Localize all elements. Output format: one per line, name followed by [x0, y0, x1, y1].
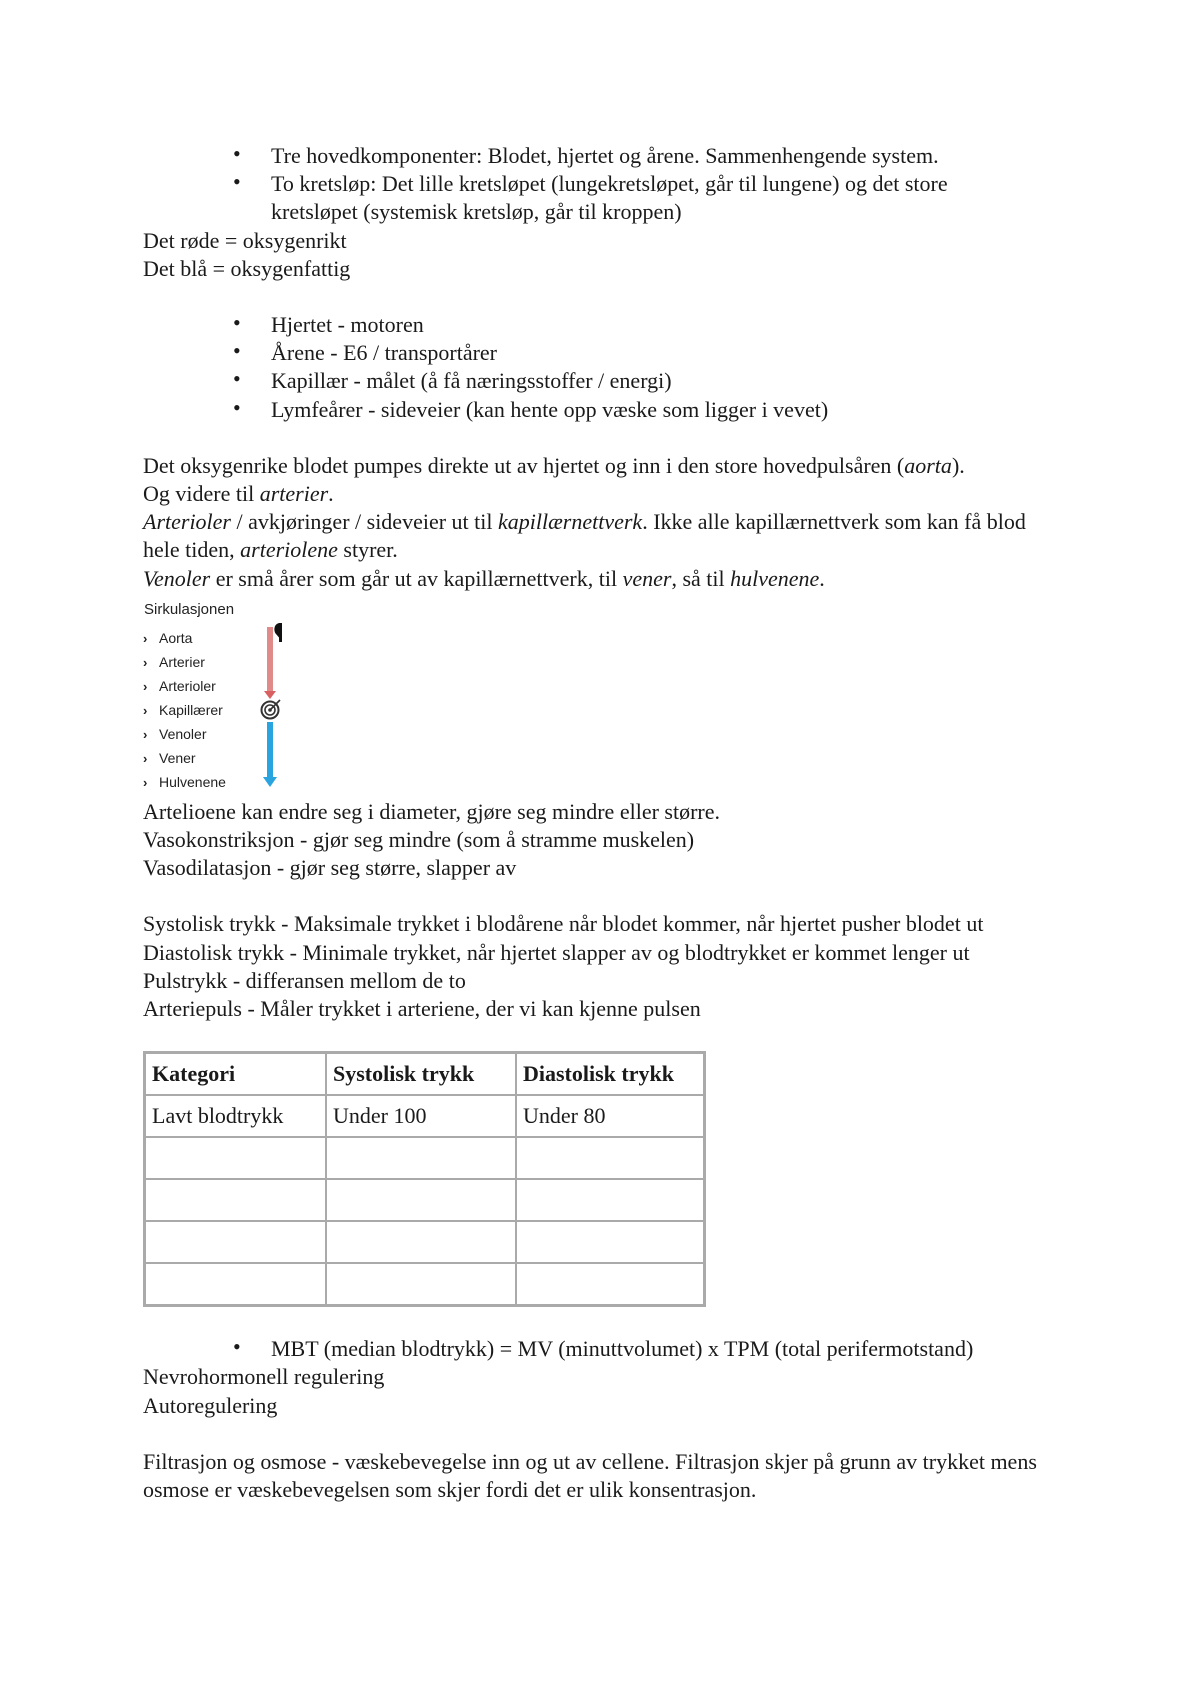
chevron-right-icon: › — [143, 750, 148, 766]
target-icon — [262, 700, 281, 719]
blue-oxygen-line: Det blå = oksygenfattig — [143, 255, 351, 281]
sirkulasjon-title: Sirkulasjonen — [144, 600, 235, 618]
table-cell — [326, 1221, 516, 1263]
text-run: , så til — [671, 565, 731, 591]
text-run: . Ikke alle kapillærnettverk som kan få blod hele tiden, — [143, 509, 1026, 563]
document-page — [143, 142, 1063, 1504]
blood-pressure-table — [143, 1051, 706, 1307]
table-header: Systolisk trykk — [326, 1053, 516, 1096]
sirk-item-label: Aorta — [159, 629, 193, 646]
table-row — [145, 1263, 705, 1306]
sirk-item-label: Kapillærer — [159, 701, 223, 718]
table-cell — [145, 1263, 327, 1306]
table-cell — [326, 1263, 516, 1306]
chevron-right-icon: › — [143, 630, 148, 646]
text-run: . — [328, 481, 334, 507]
table-row — [145, 1179, 705, 1221]
table-cell — [326, 1137, 516, 1179]
paragraph-venoler — [143, 565, 1063, 593]
nevrohormonell-line: Nevrohormonell regulering — [143, 1364, 385, 1390]
sirkulasjon-diagram — [143, 601, 303, 793]
sirk-item-label: Hulvenene — [159, 773, 226, 790]
text-run-italic: vener — [622, 565, 672, 591]
table-cell — [516, 1137, 705, 1179]
bullet-list-mbt — [143, 1335, 1063, 1363]
vasokonstriksjon-line: Vasokonstriksjon - gjør seg mindre (som å stramme muskelen) — [143, 827, 695, 853]
text-run-italic: hulvenene — [730, 565, 820, 591]
text-run: Og videre til — [143, 481, 260, 507]
table-row — [145, 1137, 705, 1179]
red-oxygen-line: Det røde = oksygenrikt — [143, 227, 347, 253]
bullet-list-components — [143, 142, 1063, 227]
table-cell — [145, 1179, 327, 1221]
list-item: • Lymfeårer - sideveier (kan hente opp væske som ligger i vevet) — [143, 396, 1063, 424]
chevron-right-icon: › — [143, 726, 148, 742]
list-item: • Tre hovedkomponenter: Blodet, hjertet og årene. Sammenhengende system. — [143, 142, 1063, 170]
diastolisk-line: Diastolisk trykk - Minimale trykket, når hjertet slapper av og blodtrykket er kommet lenger ut — [143, 939, 970, 965]
list-item: • Kapillær - målet (å få næringsstoffer / energi) — [143, 367, 1063, 395]
text-run-italic: Venoler — [143, 565, 211, 591]
filtrasjon-paragraph: Filtrasjon og osmose - væskebevegelse inn og ut av cellene. Filtrasjon skjer på grunn av trykket mens osmose er væskebevegelsen som skjer fordi det er ulik konsentrasjon. — [143, 1448, 1037, 1503]
table-cell — [516, 1179, 705, 1221]
text-run: styrer. — [337, 537, 398, 563]
text-run: / avkjøringer / sideveier ut til — [231, 509, 498, 535]
table-cell — [145, 1137, 327, 1179]
list-item: • To kretsløp: Det lille kretsløpet (lungekretsløpet, går til lungene) og det store kretsløpet (systemisk kretsløp, går til kroppen) — [143, 170, 1063, 226]
chevron-right-icon: › — [143, 774, 148, 790]
list-item: • MBT (median blodtrykk) = MV (minuttvolumet) x TPM (total perifermotstand) — [143, 1335, 1063, 1363]
sirk-item-label: Arterioler — [159, 677, 216, 694]
vasodilatasjon-line: Vasodilatasjon - gjør seg større, slapper av — [143, 855, 517, 881]
paragraph-arterioler — [143, 508, 1063, 564]
systolisk-line: Systolisk trykk - Maksimale trykket i blodårene når blodet kommer, når hjertet pusher blodet ut — [143, 911, 984, 937]
bullet-list-parts — [143, 311, 1063, 424]
table-row — [145, 1095, 705, 1137]
text-run-italic: kapillærnettverk — [498, 509, 643, 535]
text-run: ). — [951, 452, 965, 478]
sirk-item-vener — [143, 749, 196, 768]
chevron-right-icon: › — [143, 678, 148, 694]
table-header: Kategori — [145, 1053, 327, 1096]
table-header-row — [145, 1053, 705, 1096]
table-cell — [516, 1221, 705, 1263]
text-run-italic: arterier — [259, 481, 329, 507]
text-run-italic: arteriolene — [240, 537, 338, 563]
table-row — [145, 1221, 705, 1263]
sirk-item-arterioler — [143, 677, 216, 696]
paragraph-arterier — [143, 480, 1063, 508]
table-cell — [145, 1221, 327, 1263]
text-run-italic: Arterioler — [143, 509, 231, 535]
list-item: • Hjertet - motoren — [143, 311, 1063, 339]
chevron-right-icon: › — [143, 654, 148, 670]
autoregulering-line: Autoregulering — [143, 1392, 278, 1418]
table-cell: Under 100 — [326, 1095, 516, 1137]
table-cell — [516, 1263, 705, 1306]
sirk-item-hulvenene — [143, 773, 226, 792]
sirk-item-label: Arterier — [159, 653, 205, 670]
chevron-right-icon: › — [143, 702, 148, 718]
sirk-item-kapillaerer — [143, 701, 223, 720]
sirk-item-aorta — [143, 629, 192, 648]
pulstrykk-line: Pulstrykk - differansen mellom de to — [143, 967, 466, 993]
sirk-item-arterier — [143, 653, 205, 672]
text-run: Det oksygenrike blodet pumpes direkte ut av hjertet og inn i den store hovedpulsåren ( — [143, 452, 905, 478]
sirk-item-venoler — [143, 725, 206, 744]
blue-arrow-down-icon — [263, 722, 277, 787]
arteriepuls-line: Arteriepuls - Måler trykket i arteriene, der vi kan kjenne pulsen — [143, 996, 701, 1022]
table-cell — [326, 1179, 516, 1221]
text-run: . — [819, 565, 825, 591]
sirk-item-label: Venoler — [159, 725, 207, 742]
table-cell: Lavt blodtrykk — [145, 1095, 327, 1137]
table-cell: Under 80 — [516, 1095, 705, 1137]
table-header: Diastolisk trykk — [516, 1053, 705, 1096]
red-arrow-down-icon — [264, 627, 276, 699]
paragraph-aorta — [143, 452, 1063, 480]
text-run-italic: aorta — [904, 452, 952, 478]
list-item: • Årene - E6 / transportårer — [143, 339, 1063, 367]
diameter-line: Artelioene kan endre seg i diameter, gjøre seg mindre eller større. — [143, 798, 720, 824]
text-run: er små årer som går ut av kapillærnettverk, til — [210, 565, 623, 591]
sirk-item-label: Vener — [159, 749, 196, 766]
heart-icon — [274, 623, 282, 642]
